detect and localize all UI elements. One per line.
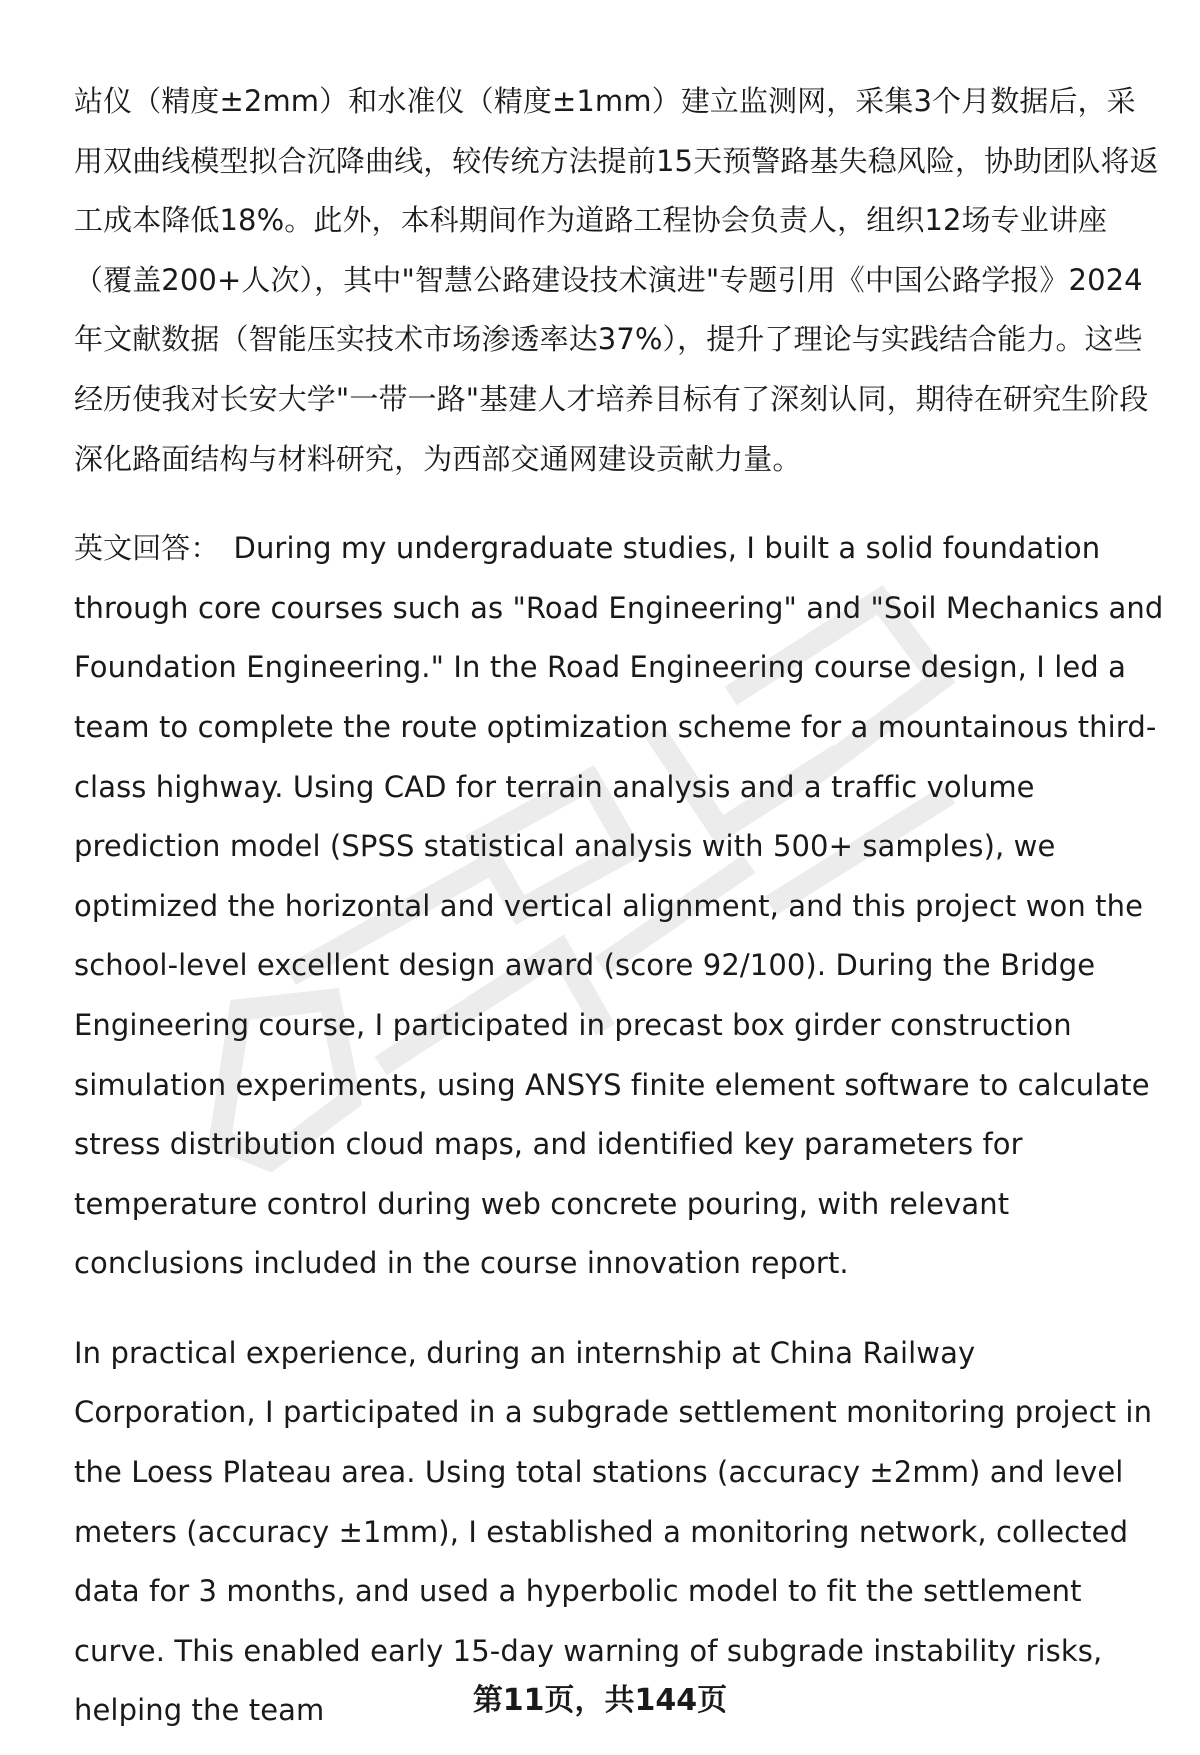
english-answer-label: 英文回答： (74, 531, 220, 566)
document-page (74, 72, 1164, 1741)
practical-experience-paragraph: In practical experience, during an internship at China Railway Corporation, I participated in a subgrade settlement monitoring project in the Loess Plateau area. Using total stations (accuracy ±2mm) and level meters (accuracy ±1mm), I established a monitoring network, collected data for 3 months, and used a hyperbolic model to fit the settlement curve. This enabled early 15-day warning of subgrade instability risks, helping the team (74, 1335, 1153, 1728)
english-answer-paragraph (74, 519, 1164, 1294)
english-answer-text: During my undergraduate studies, I built a solid foundation through core courses such as "Road Engineering" and "Soil Mechanics and Foundation Engineering." In the Road Engineering course design, I led a team to complete the route optimization scheme for a mountainous third-class highway. Using CAD for terrain analysis and a traffic volume prediction model (SPSS statistical analysis with 500+ samples), we optimized the horizontal and vertical alignment, and this project won the school-level excellent design award (score 92/100). During the Bridge Engineering course, I participated in precast box girder construction simulation experiments, using ANSYS finite element software to calculate stress distribution cloud maps, and identified key parameters for temperature control during web concrete pouring, with relevant conclusions included in the course innovation report. (74, 531, 1164, 1281)
page-number-footer: 第11页，共144页 (472, 1683, 728, 1718)
chinese-paragraph: 站仪（精度±2mm）和水准仪（精度±1mm）建立监测网，采集3个月数据后，采用双曲线模型拟合沉降曲线，较传统方法提前15天预警路基失稳风险，协助团队将返工成本降低18%。此外，本科期间作为道路工程协会负责人，组织12场专业讲座（覆盖200+人次），其中"智慧公路建设技术演进"专题引用《中国公路学报》2024年文献数据（智能压实技术市场渗透率达37%），提升了理论与实践结合能力。这些经历使我对长安大学"一带一路"基建人才培养目标有了深刻认同，期待在研究生阶段深化路面结构与材料研究，为西部交通网建设贡献力量。 (74, 84, 1159, 476)
